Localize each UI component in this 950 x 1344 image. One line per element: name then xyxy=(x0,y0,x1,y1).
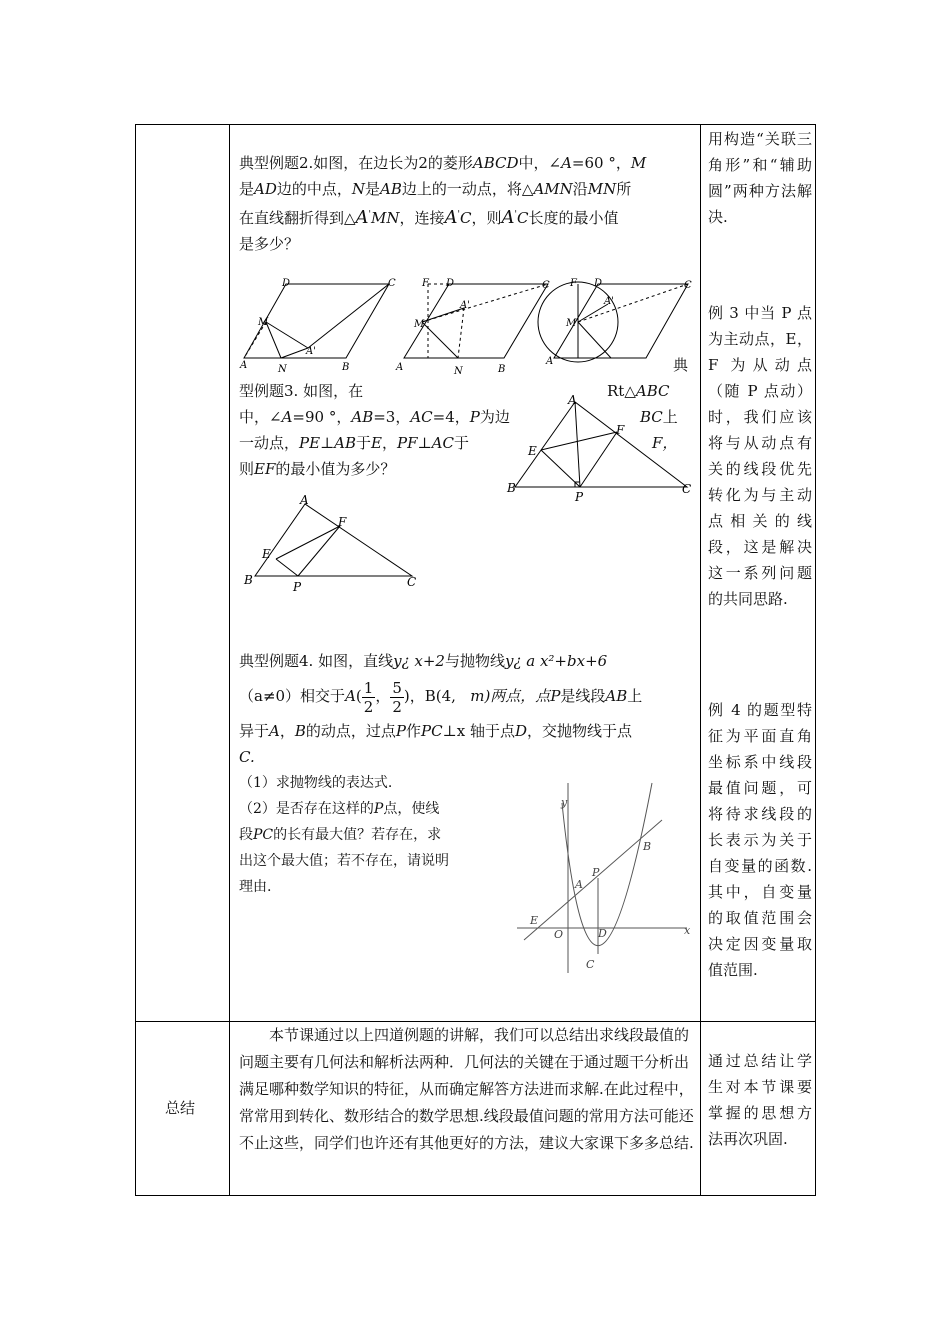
svg-text:A: A xyxy=(396,362,404,373)
example4-text: 典型例题4. 如图，直线y¿ x+2与抛物线y¿ a x²+bx+6 （a≠0）相交于A( $\frac{1}{2}$ ， $\frac{5}{2}$ )，B(4, m)两点，点P是线段AB上 异于A，B的动点，过点P作PC⊥x 轴于点D，交抛物线于点 C. （1）求抛物线的表达式. （2）是否存在这样的P点，使线 段PC的长有最大值？若存在，求 出这个最大值；若不存在，请说明 理由. xyxy=(239,652,643,895)
svg-text:E: E xyxy=(530,914,539,927)
svg-text:D: D xyxy=(282,278,291,289)
fraction-one-half: $\frac{1}{2}$ xyxy=(363,678,374,716)
svg-text:A: A xyxy=(546,356,554,367)
svg-text:P: P xyxy=(575,490,584,504)
table-col-divider-2 xyxy=(700,124,701,1196)
table-bottom-border xyxy=(135,1195,816,1196)
table-right-border xyxy=(815,124,816,1196)
svg-text:B: B xyxy=(498,364,506,375)
svg-text:y: y xyxy=(561,796,568,809)
svg-text:D: D xyxy=(598,927,607,940)
svg-text:E: E xyxy=(262,547,271,561)
svg-text:M: M xyxy=(566,318,577,329)
svg-text:O: O xyxy=(554,928,564,941)
svg-text:C: C xyxy=(684,280,692,291)
table-top-border xyxy=(135,124,816,125)
summary-body: 本节课通过以上四道例题的讲解，我们可以总结出求线段最值的问题主要有几何法和解析法两种．几何法的关键在于通过题干分析出满足哪种数学知识的特征，从而确定解答方法进而求解.在此过程中，常常用到转化、数形结合的数学思想.线段最值问题的常用方法可能还不止这些，同学们也许还有其他更好的方法，建议大家课下多多总结. xyxy=(239,1026,694,1152)
svg-text:A: A xyxy=(240,360,248,371)
side-note-example4: 例 4 的题型特征为平面直角坐标系中线段最值问题，可将待求线段的长表示为关于自变量的函数.其中，自变量的取值范围会决定因变量取值范围. xyxy=(708,701,812,979)
svg-text:F: F xyxy=(338,515,347,529)
summary-side-note: 通过总结让学生对本节课要掌握的思想方法再次巩固. xyxy=(708,1052,812,1148)
svg-text:B: B xyxy=(643,840,652,853)
svg-text:F: F xyxy=(422,278,429,289)
example3-text-right-fragment: 典 xyxy=(673,356,689,374)
svg-text:F: F xyxy=(616,423,625,437)
svg-text:P: P xyxy=(293,580,302,594)
side-note-example2: 用构造“关联三角形”和“辅助圆”两种方法解决. xyxy=(708,130,812,226)
svg-text:D: D xyxy=(446,278,455,289)
example3-figure-secondary xyxy=(240,492,430,594)
fraction-five-half: $\frac{5}{2}$ xyxy=(392,678,402,716)
example3-rt-label: Rt△ABC xyxy=(607,382,670,400)
svg-text:A: A xyxy=(575,878,583,891)
svg-text:B: B xyxy=(507,481,516,495)
svg-text:P: P xyxy=(592,866,600,879)
svg-text:x: x xyxy=(684,924,691,937)
svg-text:C: C xyxy=(586,958,595,971)
svg-text:A: A xyxy=(300,493,309,507)
example3-text: 型例题3. 如图，在 中，∠A=90 °，AB=3，AC=4，P为边 一动点，PE⊥AB于E，PF⊥AC于 则EF的最小值为多少？ xyxy=(239,382,510,478)
svg-text:A': A' xyxy=(604,296,614,307)
svg-text:B: B xyxy=(244,573,253,587)
svg-text:N: N xyxy=(278,364,287,375)
svg-text:A': A' xyxy=(460,300,470,311)
svg-text:M: M xyxy=(258,317,269,328)
svg-text:N: N xyxy=(454,366,463,377)
svg-text:C: C xyxy=(682,482,692,496)
svg-text:D: D xyxy=(594,278,603,289)
svg-text:C: C xyxy=(407,575,417,589)
table-left-border xyxy=(135,124,136,1196)
example2-figures xyxy=(236,272,696,377)
table-col-divider-1 xyxy=(229,124,230,1196)
summary-label: 总结 xyxy=(165,1099,196,1117)
svg-text:C: C xyxy=(542,280,550,291)
svg-text:C: C xyxy=(388,278,396,289)
svg-text:F: F xyxy=(570,278,577,289)
example2-text: 典型例题2.如图，在边长为2的菱形ABCD中，∠A=60 °，M 是AD边的中点，N是AB边上的一动点，将△AMN沿MN所 在直线翻折得到△A'MN，连接A'C，则A'C长度的最小值 是多少？ xyxy=(239,154,647,253)
side-note-example3: 例 3 中当 P 点为主动点，E，F 为从动点（随 P 点动）时，我们应该将与从动点有关的线段优先转化为与主动点相关的线段，这是解决这一系列问题的共同思路. xyxy=(708,304,812,608)
svg-text:M: M xyxy=(414,319,425,330)
example3-f-label: F， xyxy=(652,434,678,452)
svg-text:E: E xyxy=(528,444,537,458)
example3-bc-label: BC上 xyxy=(640,408,678,426)
svg-text:A: A xyxy=(568,393,577,407)
example4-graph xyxy=(512,778,692,978)
svg-text:B: B xyxy=(342,362,350,373)
svg-text:A': A' xyxy=(306,346,316,357)
example3-figure-main xyxy=(505,392,700,504)
